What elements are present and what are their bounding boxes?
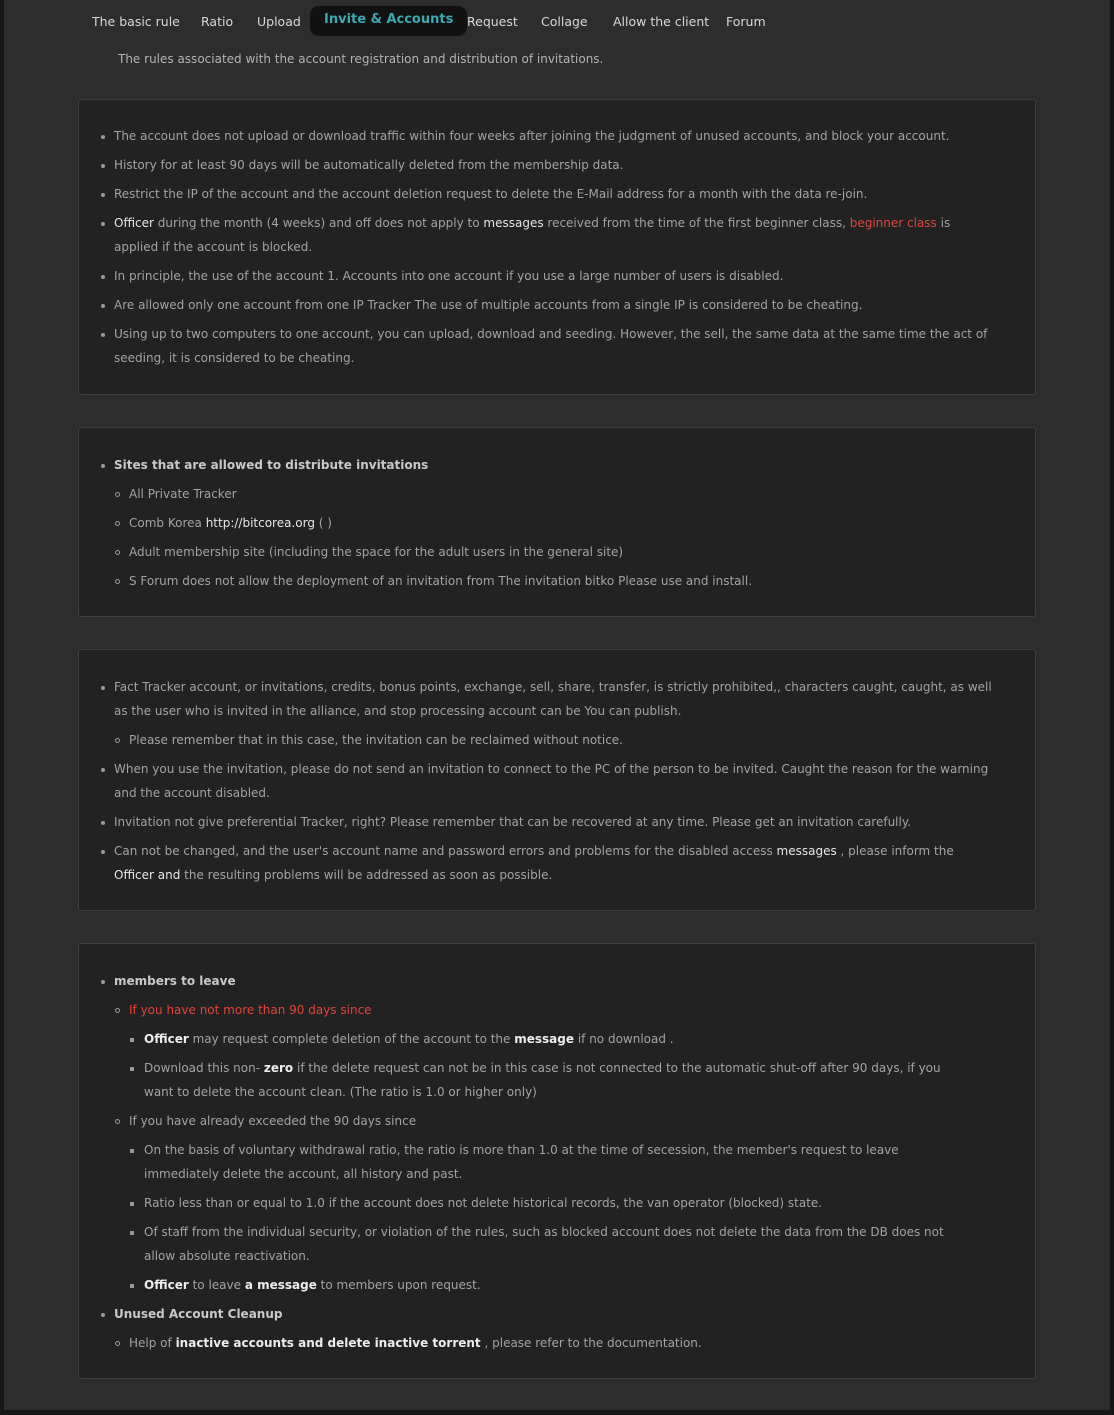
officer-link[interactable]: Officer and [114,868,181,882]
sites-list [79,453,1035,593]
list-item: When you use the invitation, please do not send an invitation to connect to the PC of the person to be invited. Caught the reason for the warning and the account disabled. [79,757,1035,805]
message-link[interactable]: a message [244,1278,317,1292]
list-item [79,211,1035,259]
text: may request complete deletion of the account to the [188,1032,515,1046]
page-intro: The rules associated with the account registration and distribution of invitations. [118,52,604,66]
list-item: In principle, the use of the account 1. Accounts into one account if you use a large number of users is disabled. [79,264,1035,288]
cleanup-heading: Unused Account Cleanup [114,1307,283,1321]
list-item: The account does not upload or download traffic within four weeks after joining the judgment of unused accounts, and block your account. [79,124,1035,148]
tab-invite-accounts[interactable]: Invite & Accounts [310,6,467,36]
list-item [129,1056,995,1104]
tab-collage[interactable]: Collage [541,14,588,29]
beginner-class-link[interactable]: beginner class [849,216,937,230]
sublist [114,728,995,752]
list-item: Invitation not give preferential Tracker, right? Please remember that can be recovered at any time. Please get an invitation carefully. [79,810,1035,834]
list-item [114,511,995,535]
list-item: All Private Tracker [114,482,995,506]
zero-text: zero [263,1061,294,1075]
tab-bar [4,6,1110,38]
leave-rules-list [79,969,1035,1355]
text: Can not be changed, and the user's account name and password errors and problems for the disabled access [114,844,777,858]
text: , please inform the [836,844,954,858]
text: is applied if the account is blocked. [114,216,951,254]
text: to members upon request. [316,1278,481,1292]
case-under-90-days: If you have not more than 90 days since [129,1003,372,1017]
invitation-rules-list [79,675,1035,887]
tab-ratio[interactable]: Ratio [201,14,234,29]
text: the resulting problems will be addressed as soon as possible. [180,868,553,882]
text: , please refer to the documentation. [480,1336,702,1350]
list-item [79,675,1035,752]
sublist [129,1027,995,1104]
sublist [114,1331,995,1355]
bitcorea-link[interactable]: http://bitcorea.org [205,516,315,530]
text: Help of [129,1336,176,1350]
list-item [79,839,1035,887]
list-item: Adult membership site (including the space for the adult users in the general site) [114,540,995,564]
list-item: S Forum does not allow the deployment of an invitation from The invitation bitko Please use and install. [114,569,995,593]
list-item: Of staff from the individual security, or violation of the rules, such as blocked account does not delete the data from the DB does not allow absolute reactivation. [129,1220,995,1268]
page [4,0,1110,1410]
tab-request[interactable]: Request [467,14,518,29]
tab-basic-rule[interactable]: The basic rule [92,14,180,29]
case-over-90-days: If you have already exceeded the 90 days since [129,1114,417,1128]
list-item [79,1302,1035,1355]
sites-sublist [114,482,995,593]
sublist [129,1138,995,1297]
list-item [129,1273,995,1297]
message-link[interactable]: message [514,1032,574,1046]
text: received from the time of the first beginner class, [543,216,850,230]
invitation-rules-box [78,649,1036,911]
list-item: Using up to two computers to one account, you can upload, download and seeding. However, the sell, the same data at the same time the act of seeding, it is considered to be cheating. [79,322,1035,370]
rules-box-accounts [78,99,1036,395]
sublist [114,998,995,1297]
list-item: Restrict the IP of the account and the account deletion request to delete the E-Mail address for a month with the data re-join. [79,182,1035,206]
list-item: Ratio less than or equal to 1.0 if the account does not delete historical records, the van operator (blocked) state. [129,1191,995,1215]
list-item: Please remember that in this case, the invitation can be reclaimed without notice. [114,728,995,752]
invitation-sites-box [78,427,1036,617]
messages-link[interactable]: messages [776,844,837,858]
list-item: On the basis of voluntary withdrawal ratio, the ratio is more than 1.0 at the time of secession, the member's request to leave immediately delete the account, all history and past. [129,1138,995,1186]
officer-link[interactable]: Officer [144,1278,189,1292]
rules-list [79,124,1035,370]
messages-link[interactable]: messages [483,216,544,230]
list-item: History for at least 90 days will be automatically deleted from the membership data. [79,153,1035,177]
list-item [79,453,1035,593]
text: Download this non- [144,1061,264,1075]
list-item [79,969,1035,1297]
text: if the delete request can not be in this case is not connected to the automatic shut-off after 90 days, if you want to delete the account clean. (The ratio is 1.0 or higher only) [144,1061,941,1099]
tab-upload[interactable]: Upload [257,14,301,29]
list-item [129,1027,995,1051]
list-item [114,1109,995,1297]
text: Fact Tracker account, or invitations, credits, bonus points, exchange, sell, share, transfer, is strictly prohibited,, characters caught, caught, as well as the user who is invited in the alliance, and stop processing account can be You can publish. [114,680,992,718]
text: if no download . [574,1032,674,1046]
officer-link[interactable]: Officer [144,1032,189,1046]
tab-allow-client[interactable]: Allow the client [613,14,710,29]
leave-rules-box [78,943,1036,1379]
list-item [114,1331,995,1355]
list-item [114,998,995,1104]
list-item: Are allowed only one account from one IP Tracker The use of multiple accounts from a single IP is considered to be cheating. [79,293,1035,317]
text: during the month (4 weeks) and off does not apply to [153,216,484,230]
inactive-accounts-link[interactable]: inactive accounts and delete inactive torrent [175,1336,481,1350]
sites-heading: Sites that are allowed to distribute invitations [114,458,429,472]
text: ( ) [314,516,332,530]
text: Comb Korea [129,516,206,530]
tab-forum[interactable]: Forum [726,14,766,29]
text: to leave [188,1278,245,1292]
leave-heading: members to leave [114,974,236,988]
officer-link[interactable]: Officer [114,216,154,230]
